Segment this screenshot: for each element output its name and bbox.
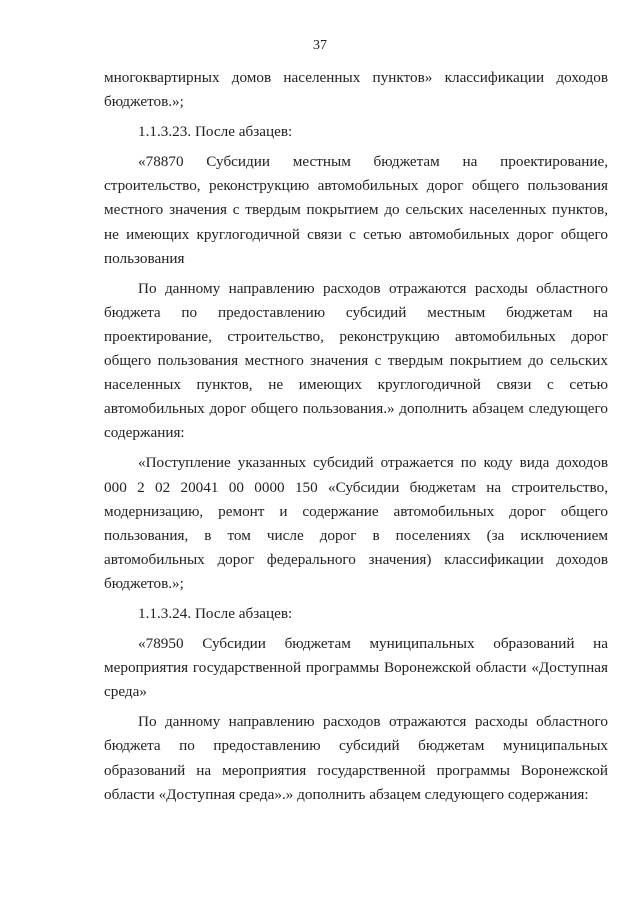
paragraph-expenses-78950: По данному направлению расходов отражаются расходы областного бюджета по предоставлению субсидий бюджетам муниципальных образований на мероприятия государственной программы Воронежской области «Доступная среда».» дополнить абзацем следующего содержания:: [104, 713, 608, 803]
document-body: [104, 66, 608, 807]
paragraph-code-78950: «78950 Субсидии бюджетам муниципальных образований на мероприятия государственной программы Воронежской области «Доступная среда»: [104, 635, 608, 701]
paragraph-clause-1-1-3-23: 1.1.3.23. После абзацев:: [138, 123, 293, 141]
paragraph-expenses-78870: По данному направлению расходов отражаются расходы областного бюджета по предоставлению субсидий местным бюджетам на проектирование, строительство, реконструкцию автомобильных дорог общего пользования местного значения с твердым покрытием до сельских населенных пунктов, не имеющих круглогодичной связи с сетью автомобильных дорог общего пользования.» дополнить абзацем следующего содержания:: [104, 279, 608, 442]
paragraph-continuation: многоквартирных домов населенных пунктов» классификации доходов бюджетов.»;: [104, 69, 608, 111]
paragraph-code-78870: «78870 Субсидии местным бюджетам на проектирование, строительство, реконструкцию автомобильных дорог общего пользования местного значения с твердым покрытием до сельских населенных пунктов, не имеющих круглогодичной связи с сетью автомобильных дорог общего пользования: [104, 153, 608, 267]
paragraph-clause-1-1-3-24: 1.1.3.24. После абзацев:: [138, 604, 293, 622]
page-number: 37: [313, 38, 327, 53]
paragraph-revenue-code: «Поступление указанных субсидий отражается по коду вида доходов 000 2 02 20041 00 0000 150 «Субсидии бюджетам на строительство, модернизацию, ремонт и содержание автомобильных дорог общего пользования, в том числе дорог в поселениях (за исключением автомобильных дорог федерального значения) классификации доходов бюджетов.»;: [104, 454, 608, 592]
